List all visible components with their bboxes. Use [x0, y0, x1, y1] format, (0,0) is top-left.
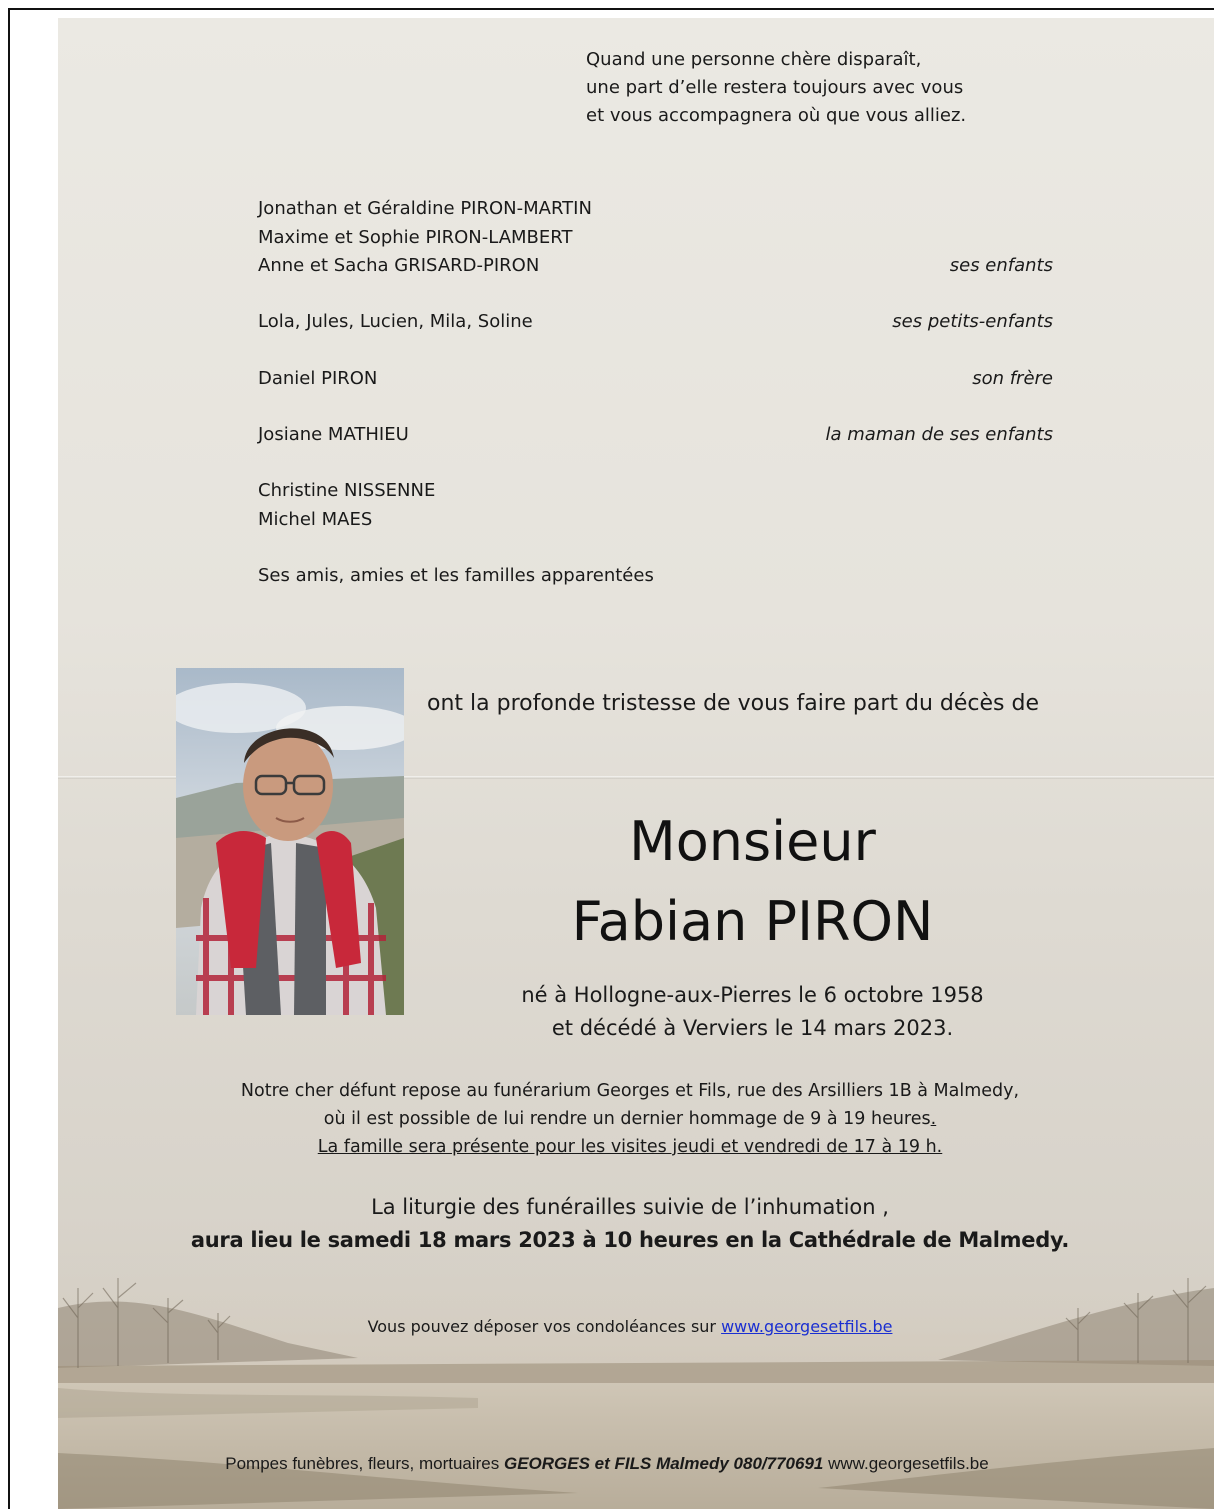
family-name: Ses amis, amies et les familles apparentées [258, 565, 654, 586]
funeral-home-footer [0, 1452, 1214, 1476]
notice-line-text: où il est possible de lui rendre un dernier hommage de 9 à 19 heures [323, 1109, 931, 1129]
family-name: Christine NISSENNE [258, 480, 436, 501]
family-name: Jonathan et Géraldine PIRON-MARTIN [258, 198, 592, 219]
quote-line: une part d’elle restera toujours avec vous [586, 77, 964, 98]
family-friends [258, 562, 654, 591]
family-others [258, 477, 435, 534]
family-visit-notice: La famille sera présente pour les visites jeudi et vendredi de 17 à 19 h. [317, 1137, 943, 1157]
family-brother [258, 365, 377, 394]
family-name: Daniel PIRON [258, 368, 378, 389]
liturgy-date-line: aura lieu le samedi 18 mars 2023 à 10 heures en la Cathédrale de Malmedy. [190, 1228, 1070, 1252]
death-line: et décédé à Verviers le 14 mars 2023. [551, 1016, 954, 1040]
family-children [258, 195, 592, 281]
opening-quote [586, 46, 966, 130]
notice-line-period: . [930, 1109, 937, 1129]
relation-label: ses enfants [949, 255, 1053, 276]
relation-label: ses petits-enfants [892, 311, 1053, 332]
deceased-portrait-photo [176, 668, 404, 1015]
family-name: Michel MAES [258, 508, 373, 530]
birth-death-dates [430, 979, 1075, 1045]
footer-company: GEORGES et FILS Malmedy 080/770691 [503, 1454, 824, 1473]
quote-line: et vous accompagnera où que vous alliez. [586, 105, 967, 126]
condolences-line [100, 1315, 1160, 1339]
birth-line: né à Hollogne-aux-Pierres le 6 octobre 1958 [521, 983, 984, 1007]
deceased-name: Fabian PIRON [571, 890, 934, 953]
family-name: Josiane MATHIEU [258, 424, 409, 445]
family-name: Lola, Jules, Lucien, Mila, Soline [258, 311, 533, 332]
condolences-link[interactable]: www.georgesetfils.be [721, 1317, 893, 1336]
family-name: Anne et Sacha GRISARD-PIRON [258, 255, 540, 276]
quote-line: Quand une personne chère disparaît, [586, 49, 922, 70]
liturgy-notice [100, 1191, 1160, 1257]
relation-label: son frère [972, 368, 1053, 389]
funerarium-notice [100, 1077, 1160, 1161]
family-grandchildren [258, 308, 533, 337]
footer-site: www.georgesetfils.be [823, 1454, 989, 1473]
deceased-name-block [430, 882, 1075, 962]
deceased-title [430, 802, 1075, 882]
relation-label: la maman de ses enfants [825, 424, 1053, 445]
announcement-intro: ont la profonde tristesse de vous faire part du décès de [427, 691, 1039, 716]
notice-line: Notre cher défunt repose au funérarium Georges et Fils, rue des Arsilliers 1B à Malmedy, [240, 1081, 1020, 1101]
liturgy-line: La liturgie des funérailles suivie de l’inhumation , [371, 1195, 889, 1219]
notice-line [100, 1105, 1160, 1133]
family-name: Maxime et Sophie PIRON-LAMBERT [258, 226, 573, 248]
condolences-text: Vous pouvez déposer vos condoléances sur [367, 1317, 722, 1336]
footer-prefix: Pompes funèbres, fleurs, mortuaires [225, 1454, 504, 1473]
family-mother-of-children [258, 421, 409, 450]
honorific: Monsieur [629, 810, 876, 873]
